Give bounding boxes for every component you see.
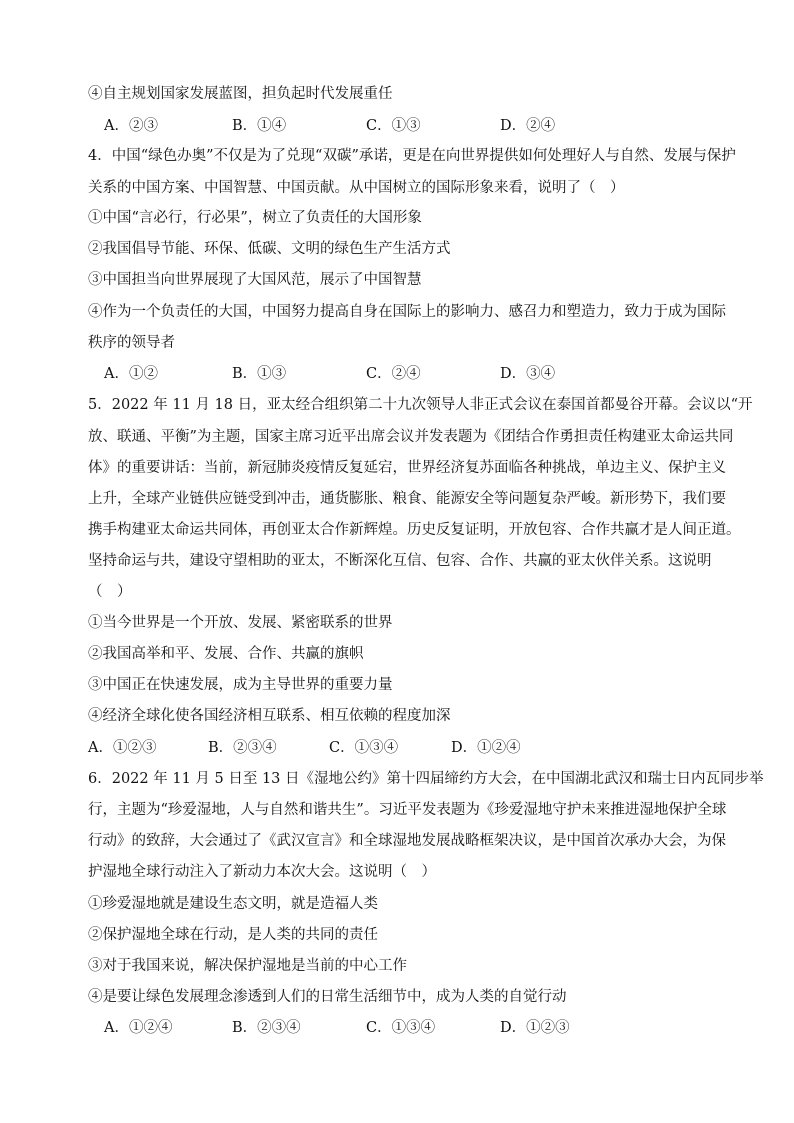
q5-option-d[interactable]: D．①②④ bbox=[451, 740, 521, 756]
q3-option-d[interactable]: D．②④ bbox=[500, 118, 556, 134]
q6-stem-line-2: 行，主题为“珍爱湿地，人与自然和谐共生”。习近平发表题为《珍爱湿地守护未来推进湿地保护全球 bbox=[88, 802, 727, 818]
q4-item-4-cont: 秩序的领导者 bbox=[88, 335, 175, 351]
q6-stem-line-3: 行动》的致辞，大会通过了《武汉宣言》和全球湿地发展战略框架决议，是中国首次承办大会，为保 bbox=[88, 833, 726, 849]
q6-item-1: ①珍爱湿地就是建设生态文明，就是造福人类 bbox=[88, 896, 378, 912]
q4-option-d[interactable]: D．③④ bbox=[500, 366, 556, 382]
q6-item-3: ③对于我国来说，解决保护湿地是当前的中心工作 bbox=[88, 958, 407, 974]
q4-option-b[interactable]: B．①③ bbox=[232, 366, 287, 382]
q3-option-a[interactable]: A．②③ bbox=[104, 118, 158, 134]
q6-option-b[interactable]: B．②③④ bbox=[232, 1020, 301, 1036]
q5-item-3: ③中国正在快速发展，成为主导世界的重要力量 bbox=[88, 677, 393, 693]
q5-item-4: ④经济全球化使各国经济相互联系、相互依赖的程度加深 bbox=[88, 708, 451, 724]
q4-item-4: ④作为一个负责任的大国，中国努力提高自身在国际上的影响力、感召力和塑造力，致力于成为国际 bbox=[88, 304, 726, 320]
q3-option-c[interactable]: C．①③ bbox=[366, 118, 421, 134]
q6-option-a[interactable]: A．①②④ bbox=[104, 1020, 173, 1036]
q6-item-2: ②保护湿地全球在行动，是人类的共同的责任 bbox=[88, 927, 378, 943]
q5-stem-line-6: 坚持命运与共，建设守望相助的亚太，不断深化互信、包容、合作、共赢的亚太伙伴关系。这说明 bbox=[88, 553, 712, 569]
q4-item-1: ①中国“言必行，行必果”，树立了负责任的大国形象 bbox=[88, 210, 422, 226]
q5-option-a[interactable]: A．①②③ bbox=[88, 740, 157, 756]
q6-option-d[interactable]: D．①②③ bbox=[500, 1020, 570, 1036]
q6-item-4: ④是要让绿色发展理念渗透到人们的日常生活细节中，成为人类的自觉行动 bbox=[88, 989, 567, 1005]
q5-stem-line-5: 携手构建亚太命运共同体，再创亚太合作新辉煌。历史反复证明，开放包容、合作共赢才是人间正道。 bbox=[88, 522, 741, 538]
q5-item-2: ②我国高举和平、发展、合作、共赢的旗帜 bbox=[88, 646, 364, 662]
q5-option-b[interactable]: B．②③④ bbox=[208, 740, 277, 756]
q4-stem-line-2: 关系的中国方案、中国智慧、中国贡献。从中国树立的国际形象来看，说明了（ ） bbox=[88, 180, 625, 196]
q4-stem-line-1: 4．中国“绿色办奥”不仅是为了兑现“双碳”承诺，更是在向世界提供如何处理好人与自然、发展与保护 bbox=[88, 148, 736, 164]
q5-option-c[interactable]: C．①③④ bbox=[329, 740, 399, 756]
q6-option-c[interactable]: C．①③④ bbox=[366, 1020, 436, 1036]
q4-option-c[interactable]: C．②④ bbox=[366, 366, 421, 382]
q5-item-1: ①当今世界是一个开放、发展、紧密联系的世界 bbox=[88, 615, 393, 631]
q5-stem-line-2: 放、联通、平衡”为主题，国家主席习近平出席会议并发表题为《团结合作勇担责任构建亚太命运共同 bbox=[88, 429, 734, 445]
q4-item-3: ③中国担当向世界展现了大国风范，展示了中国智慧 bbox=[88, 272, 422, 288]
q5-stem-line-4: 上升，全球产业链供应链受到冲击，通货膨胀、粮食、能源安全等问题复杂严峻。新形势下，我们要 bbox=[88, 491, 726, 507]
q5-stem-line-3: 体》的重要讲话：当前，新冠肺炎疫情反复延宕，世界经济复苏面临各种挑战，单边主义、保护主义 bbox=[88, 460, 726, 476]
q4-item-2: ②我国倡导节能、环保、低碳、文明的绿色生产生活方式 bbox=[88, 241, 451, 257]
q3-item-4: ④自主规划国家发展蓝图，担负起时代发展重任 bbox=[88, 86, 393, 102]
q5-stem-line-1: 5．2022 年 11 月 18 日，亚太经合组织第二十九次领导人非正式会议在泰国首都曼谷开幕。会议以“开 bbox=[88, 397, 753, 413]
q6-stem-line-1: 6．2022 年 11 月 5 日至 13 日《湿地公约》第十四届缔约方大会，在中国湖北武汉和瑞士日内瓦同步举 bbox=[88, 771, 764, 787]
q5-answer-blank: （ ） bbox=[88, 584, 132, 600]
q6-stem-line-4: 护湿地全球行动注入了新动力本次大会。这说明（ ） bbox=[88, 864, 436, 880]
q3-option-b[interactable]: B．①④ bbox=[232, 118, 287, 134]
q4-option-a[interactable]: A．①② bbox=[104, 366, 158, 382]
